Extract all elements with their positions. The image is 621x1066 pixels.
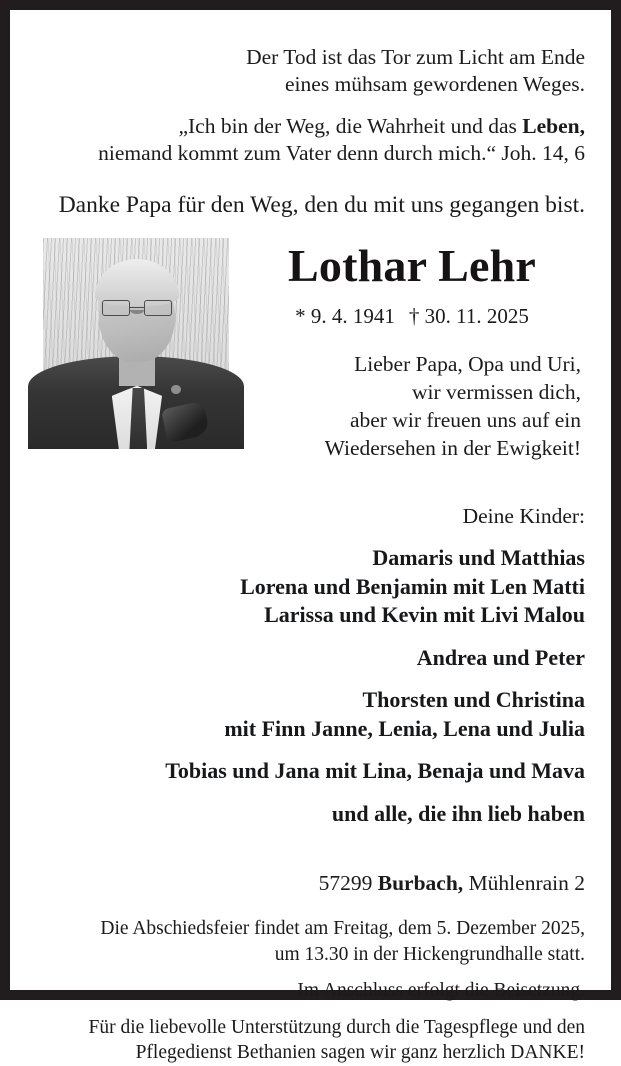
service-paragraph bbox=[33, 916, 585, 967]
family-name-line: Thorsten und Christina bbox=[362, 687, 585, 712]
scripture-text-plain: „Ich bin der Weg, die Wahrheit und das bbox=[178, 114, 523, 138]
opening-verse-line: Der Tod ist das Tor zum Licht am Ende bbox=[246, 45, 585, 69]
family-name-line: und alle, die ihn lieb haben bbox=[331, 800, 585, 826]
family-names bbox=[33, 800, 585, 829]
family-names bbox=[33, 686, 585, 743]
farewell-message bbox=[243, 350, 585, 462]
scripture-line-two: niemand kommt zum Vater denn durch mich.“ Joh. 14, 6 bbox=[98, 141, 585, 165]
birth-date: * 9. 4. 1941 bbox=[295, 304, 395, 328]
service-line: Für die liebevolle Unterstützung durch die Tagespflege und den bbox=[88, 1016, 585, 1038]
family-names bbox=[33, 544, 585, 630]
thanks-line: Danke Papa für den Weg, den du mit uns gegangen bist. bbox=[58, 192, 585, 218]
glasses-icon bbox=[102, 300, 173, 316]
service-paragraph bbox=[33, 1015, 585, 1066]
family-name-line: Tobias und Jana mit Lina, Benaja und Mava bbox=[165, 758, 585, 783]
death-date: † 30. 11. 2025 bbox=[408, 304, 529, 328]
street-address: Mühlenrain 2 bbox=[463, 871, 585, 895]
service-details bbox=[33, 916, 585, 1066]
farewell-line: aber wir freuen uns auf ein bbox=[349, 408, 581, 432]
scripture-line-one bbox=[33, 113, 585, 140]
portrait-photo bbox=[43, 238, 229, 449]
opening-verse-line: eines mühsam gewordenen Weges. bbox=[285, 72, 585, 96]
farewell-line: Wiedersehen in der Ewigkeit! bbox=[324, 436, 581, 460]
life-dates bbox=[243, 303, 581, 330]
glasses-bridge bbox=[130, 307, 144, 309]
portrait-lapel-pin bbox=[171, 385, 180, 394]
service-paragraph bbox=[33, 978, 585, 1004]
notice-page bbox=[10, 10, 611, 1063]
glasses-lens-left bbox=[102, 300, 130, 316]
opening-verse bbox=[33, 44, 585, 98]
service-line: um 13.30 in der Hickengrundhalle statt. bbox=[274, 943, 585, 965]
deceased-name: Lothar Lehr bbox=[288, 240, 536, 291]
farewell-line: Lieber Papa, Opa und Uri, bbox=[354, 352, 581, 376]
glasses-lens-right bbox=[144, 300, 172, 316]
hero-section bbox=[33, 238, 585, 470]
family-name-line: Damaris und Matthias bbox=[372, 545, 585, 570]
address-line bbox=[33, 870, 585, 897]
portrait-hair bbox=[95, 259, 179, 305]
family-section bbox=[33, 503, 585, 828]
service-line: Pflegedienst Bethanien sagen wir ganz herzlich DANKE! bbox=[135, 1042, 585, 1063]
farewell-line: wir vermissen dich, bbox=[412, 380, 581, 404]
family-name-line: Andrea und Peter bbox=[416, 644, 585, 670]
name-block bbox=[243, 238, 585, 330]
family-name-line: mit Finn Janne, Lenia, Lena und Julia bbox=[224, 715, 585, 741]
family-names bbox=[33, 757, 585, 786]
service-line: Im Anschluss erfolgt die Beisetzung. bbox=[297, 980, 585, 1001]
service-line: Die Abschiedsfeier findet am Freitag, dem 5. Dezember 2025, bbox=[100, 918, 585, 939]
portrait-photo-image bbox=[43, 238, 229, 449]
family-name-line: Lorena und Benjamin mit Len Matti bbox=[240, 573, 585, 599]
family-names bbox=[33, 644, 585, 673]
family-name-line: Larissa und Kevin mit Livi Malou bbox=[264, 602, 585, 627]
city-name: Burbach, bbox=[377, 871, 464, 895]
scripture-text-emphasis: Leben, bbox=[522, 114, 585, 138]
family-intro-label: Deine Kinder: bbox=[462, 504, 585, 528]
postal-code: 57299 bbox=[318, 871, 378, 895]
scripture-quote bbox=[33, 113, 585, 167]
